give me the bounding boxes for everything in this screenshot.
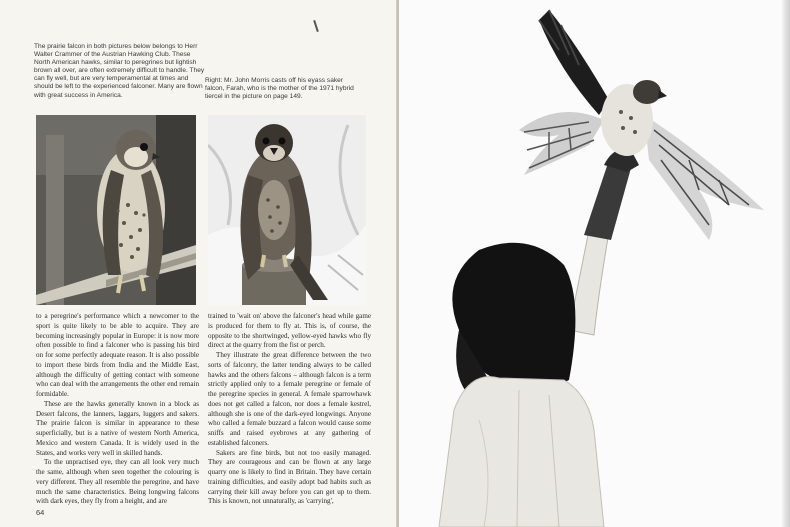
body-text-column-2: [208, 312, 371, 507]
right-page: [399, 0, 790, 527]
page-number: 64: [36, 508, 45, 517]
falconer-casting-saker-photo: [399, 0, 790, 527]
caption-prairie-falcon: The prairie falcon in both pictures below belongs to Herr Walter Crammer of the Austrian Hawking Club. These North American hawks, similar to peregrines but lightish brown all over, are often extremely difficult to handle. They can fly well, but are very temperamental at times and should be left to the experienced falconer. Many are flown with great success in America.: [34, 43, 205, 99]
paragraph: to a peregrine's performance which a newcomer to the sport is quite likely to be able to acquire. They are becoming increasingly popular in Europe: it is now more often possible to find a falconer who is passing his bird on for some perfectly adequate reason. It is also possible to import these birds from India and the Middle East, although the difficulty of getting contact with someone who can deal with the arrangements the other end remain formidable.: [36, 312, 199, 398]
prairie-falcon-photo-1: [36, 115, 196, 305]
paragraph: They illustrate the great difference between the two sorts of falconry, the latter tending always to be called hawks and the others falcons – although falcon is a term strictly applied only to a female peregrine or female of the peregrine species in general. A female sparrowhawk does not get called a falcon, nor does a female kestrel, although she is one of the dark-eyed longwings. Anyone who called a female buzzard a falcon would cause some sniffs and raised eyebrows at any gathering of established falconers.: [208, 351, 371, 447]
paragraph: These are the hawks generally known in a block as Desert falcons, the lanners, laggars, luggers and sakers. The prairie falcon is similar in appearance to these superficially, but is a native of western North America, Mexico and western Canada. It is widely used in the States, and works very well in skilled hands.: [36, 399, 199, 457]
pen-mark: [313, 20, 319, 32]
paragraph: To the unpractised eye, they can all look very much the same, although when seen together the colouring is very different. They all resemble the peregrine, and have much the same characteristics. Being longwing falcons with dark eyes, they fly from a height, and are: [36, 458, 199, 506]
paragraph: Sakers are fine birds, but not too easily managed. They are courageous and can be flown at any large quarry one is likely to find in Britain. They have certain training difficulties, and easily adopt bad habits such as carrying their kill away before you can get up to them. This is known, not unnaturally, as 'carrying',: [208, 448, 371, 506]
page-edge: [782, 0, 790, 527]
body-text-column-1: [36, 312, 199, 507]
prairie-falcon-photo-2: [208, 115, 366, 305]
caption-saker-falcon: Right: Mr. John Morris casts off his eyass saker falcon, Farah, who is the mother of the 1971 hybrid tiercel in the picture on page 149.: [205, 77, 354, 101]
paragraph: trained to 'wait on' above the falconer's head while game is produced for them to fly at. This is, of course, the opposite to the shortwinged, yellow-eyed hawks who fly direct at the quarry from the fist or perch.: [208, 312, 371, 350]
